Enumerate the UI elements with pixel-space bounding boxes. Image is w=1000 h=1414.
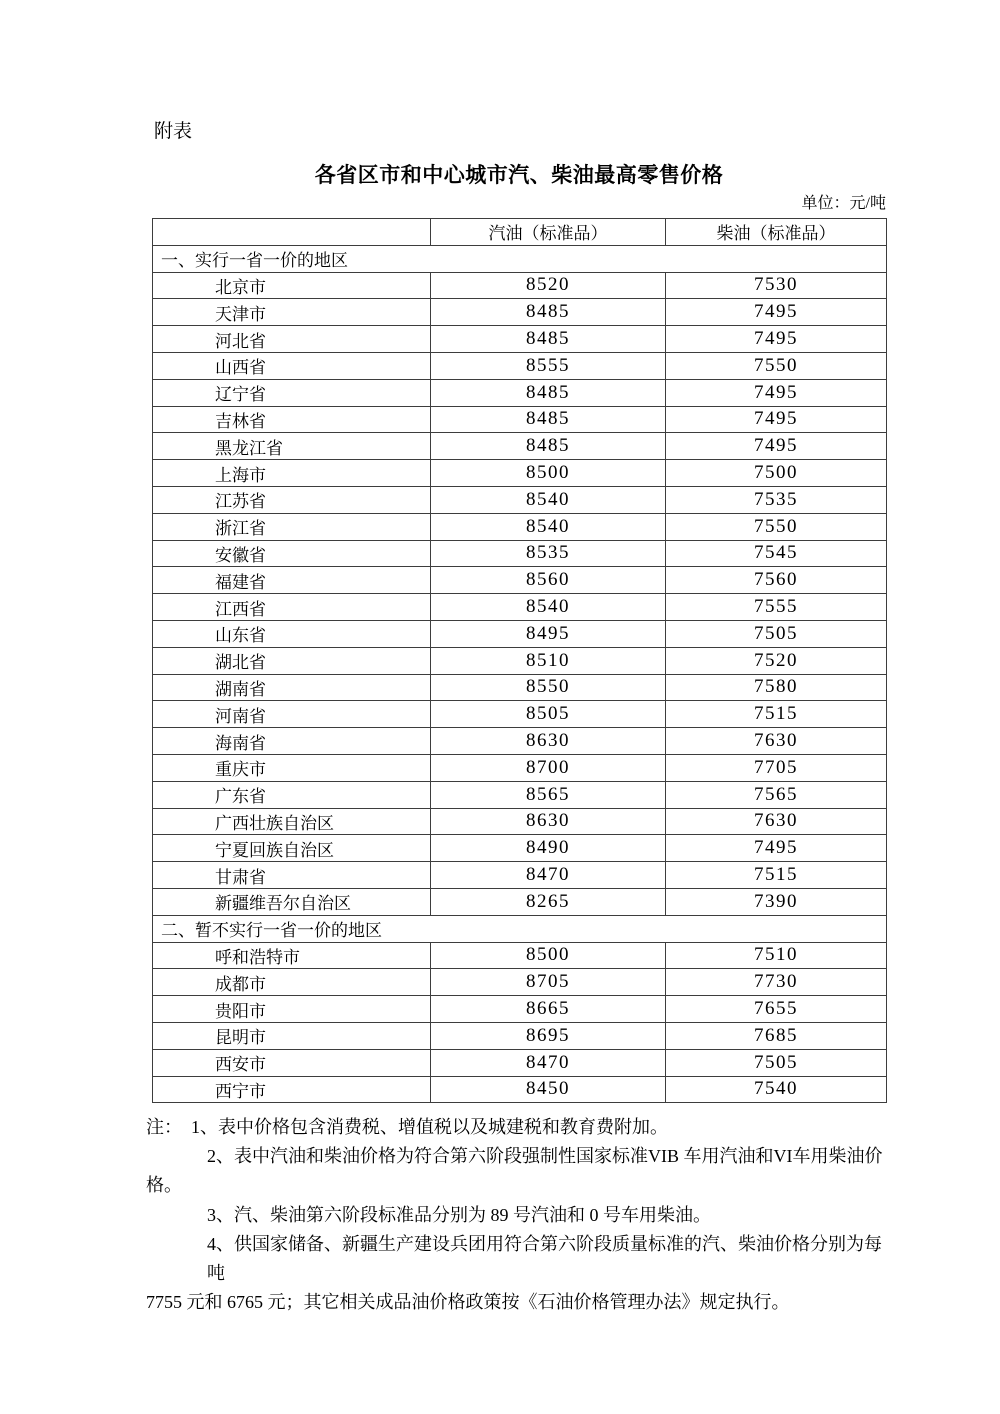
table-row (153, 808, 887, 835)
diesel-price-cell: 7515 (666, 701, 887, 728)
gasoline-price-cell: 8500 (431, 460, 666, 487)
diesel-price-cell: 7530 (666, 272, 887, 299)
table-row (153, 754, 887, 781)
table-row (153, 486, 887, 513)
note-line: 4、供国家储备、新疆生产建设兵团用符合第六阶段质量标准的汽、柴油价格分别为每吨 (207, 1233, 882, 1284)
gasoline-price-cell: 8485 (431, 379, 666, 406)
diesel-price-cell: 7495 (666, 835, 887, 862)
table-row (153, 701, 887, 728)
table-row (153, 620, 887, 647)
table-header (153, 219, 887, 246)
diesel-price-cell: 7515 (666, 862, 887, 889)
diesel-price-cell: 7550 (666, 352, 887, 379)
diesel-price-cell: 7655 (666, 996, 887, 1023)
region-cell: 西宁市 (153, 1076, 431, 1103)
region-cell: 宁夏回族自治区 (153, 835, 431, 862)
table-row (153, 862, 887, 889)
diesel-price-cell: 7520 (666, 647, 887, 674)
table-row (153, 1022, 887, 1049)
notes-block (146, 1113, 894, 1317)
note-line: 3、汽、柴油第六阶段标准品分别为 89 号汽油和 0 号车用柴油。 (207, 1204, 711, 1225)
diesel-price-cell: 7505 (666, 620, 887, 647)
table-row (153, 460, 887, 487)
diesel-price-cell: 7505 (666, 1049, 887, 1076)
region-cell: 黑龙江省 (153, 433, 431, 460)
region-cell: 广西壮族自治区 (153, 808, 431, 835)
table-body (153, 245, 887, 1103)
gasoline-price-cell: 8520 (431, 272, 666, 299)
gasoline-price-cell: 8265 (431, 888, 666, 915)
page-title: 各省区市和中心城市汽、柴油最高零售价格 (314, 164, 724, 187)
gasoline-price-cell: 8630 (431, 808, 666, 835)
gasoline-price-cell: 8450 (431, 1076, 666, 1103)
diesel-price-cell: 7500 (666, 460, 887, 487)
unit-label: 单位：元/吨 (801, 195, 886, 212)
gasoline-price-cell: 8550 (431, 674, 666, 701)
region-cell: 成都市 (153, 969, 431, 996)
region-column-header (153, 219, 431, 246)
gasoline-price-cell: 8485 (431, 406, 666, 433)
table-row (153, 540, 887, 567)
table-row (153, 969, 887, 996)
table-row (153, 352, 887, 379)
region-cell: 北京市 (153, 272, 431, 299)
gasoline-price-cell: 8560 (431, 567, 666, 594)
gasoline-price-cell: 8535 (431, 540, 666, 567)
diesel-price-cell: 7540 (666, 1076, 887, 1103)
gasoline-price-cell: 8510 (431, 647, 666, 674)
gasoline-price-cell: 8495 (431, 620, 666, 647)
region-cell: 河南省 (153, 701, 431, 728)
diesel-price-cell: 7545 (666, 540, 887, 567)
table-row (153, 942, 887, 969)
diesel-price-cell: 7685 (666, 1022, 887, 1049)
table-row (153, 781, 887, 808)
diesel-price-cell: 7495 (666, 326, 887, 353)
gasoline-price-cell: 8490 (431, 835, 666, 862)
gasoline-price-cell: 8500 (431, 942, 666, 969)
diesel-price-cell: 7535 (666, 486, 887, 513)
diesel-price-cell: 7730 (666, 969, 887, 996)
diesel-price-cell: 7510 (666, 942, 887, 969)
gasoline-price-cell: 8705 (431, 969, 666, 996)
region-cell: 福建省 (153, 567, 431, 594)
section-header-row (153, 245, 887, 272)
diesel-price-cell: 7495 (666, 433, 887, 460)
region-cell: 甘肃省 (153, 862, 431, 889)
gasoline-price-cell: 8700 (431, 754, 666, 781)
annex-label: 附表 (154, 121, 193, 142)
diesel-price-cell: 7560 (666, 567, 887, 594)
table-row (153, 1076, 887, 1103)
diesel-price-cell: 7495 (666, 379, 887, 406)
region-cell: 山东省 (153, 620, 431, 647)
table-row (153, 674, 887, 701)
gasoline-price-cell: 8540 (431, 513, 666, 540)
table-row (153, 406, 887, 433)
table-row (153, 433, 887, 460)
gasoline-price-cell: 8505 (431, 701, 666, 728)
region-cell: 吉林省 (153, 406, 431, 433)
gasoline-price-cell: 8565 (431, 781, 666, 808)
diesel-price-cell: 7555 (666, 594, 887, 621)
diesel-price-cell: 7580 (666, 674, 887, 701)
region-cell: 天津市 (153, 299, 431, 326)
diesel-column-header: 柴油（标准品） (666, 219, 887, 246)
region-cell: 山西省 (153, 352, 431, 379)
table-row (153, 835, 887, 862)
table-row (153, 567, 887, 594)
gasoline-column-header: 汽油（标准品） (431, 219, 666, 246)
region-cell: 浙江省 (153, 513, 431, 540)
gasoline-price-cell: 8470 (431, 862, 666, 889)
region-cell: 贵阳市 (153, 996, 431, 1023)
region-cell: 河北省 (153, 326, 431, 353)
section-title: 二、暂不实行一省一价的地区 (153, 915, 887, 942)
table-row (153, 379, 887, 406)
diesel-price-cell: 7705 (666, 754, 887, 781)
region-cell: 江西省 (153, 594, 431, 621)
gasoline-price-cell: 8485 (431, 326, 666, 353)
table-row (153, 647, 887, 674)
table-row (153, 1049, 887, 1076)
region-cell: 湖南省 (153, 674, 431, 701)
note-line: 7755 元和 6765 元；其它相关成品油价格政策按《石油价格管理办法》规定执行。 (146, 1292, 790, 1313)
region-cell: 辽宁省 (153, 379, 431, 406)
gasoline-price-cell: 8485 (431, 433, 666, 460)
section-title: 一、实行一省一价的地区 (153, 245, 887, 272)
table-row (153, 728, 887, 755)
diesel-price-cell: 7495 (666, 299, 887, 326)
diesel-price-cell: 7630 (666, 728, 887, 755)
region-cell: 江苏省 (153, 486, 431, 513)
gasoline-price-cell: 8540 (431, 594, 666, 621)
region-cell: 新疆维吾尔自治区 (153, 888, 431, 915)
diesel-price-cell: 7565 (666, 781, 887, 808)
gasoline-price-cell: 8470 (431, 1049, 666, 1076)
diesel-price-cell: 7390 (666, 888, 887, 915)
table-row (153, 326, 887, 353)
region-cell: 呼和浩特市 (153, 942, 431, 969)
price-table (152, 218, 887, 1103)
gasoline-price-cell: 8665 (431, 996, 666, 1023)
table-row (153, 996, 887, 1023)
diesel-price-cell: 7550 (666, 513, 887, 540)
region-cell: 海南省 (153, 728, 431, 755)
note-line: 注： 1、表中价格包含消费税、增值税以及城建税和教育费附加。 (146, 1117, 668, 1137)
region-cell: 西安市 (153, 1049, 431, 1076)
region-cell: 重庆市 (153, 754, 431, 781)
region-cell: 上海市 (153, 460, 431, 487)
region-cell: 湖北省 (153, 647, 431, 674)
diesel-price-cell: 7495 (666, 406, 887, 433)
gasoline-price-cell: 8540 (431, 486, 666, 513)
gasoline-price-cell: 8695 (431, 1022, 666, 1049)
region-cell: 广东省 (153, 781, 431, 808)
gasoline-price-cell: 8485 (431, 299, 666, 326)
gasoline-price-cell: 8555 (431, 352, 666, 379)
region-cell: 昆明市 (153, 1022, 431, 1049)
table-row (153, 888, 887, 915)
gasoline-price-cell: 8630 (431, 728, 666, 755)
table-row (153, 272, 887, 299)
table-row (153, 299, 887, 326)
note-line: 格。 (146, 1175, 182, 1196)
header-row (153, 219, 887, 246)
table-row (153, 594, 887, 621)
table-row (153, 513, 887, 540)
note-line: 2、表中汽油和柴油价格为符合第六阶段强制性国家标准VIB 车用汽油和VI车用柴油价 (207, 1146, 883, 1167)
section-header-row (153, 915, 887, 942)
region-cell: 安徽省 (153, 540, 431, 567)
diesel-price-cell: 7630 (666, 808, 887, 835)
